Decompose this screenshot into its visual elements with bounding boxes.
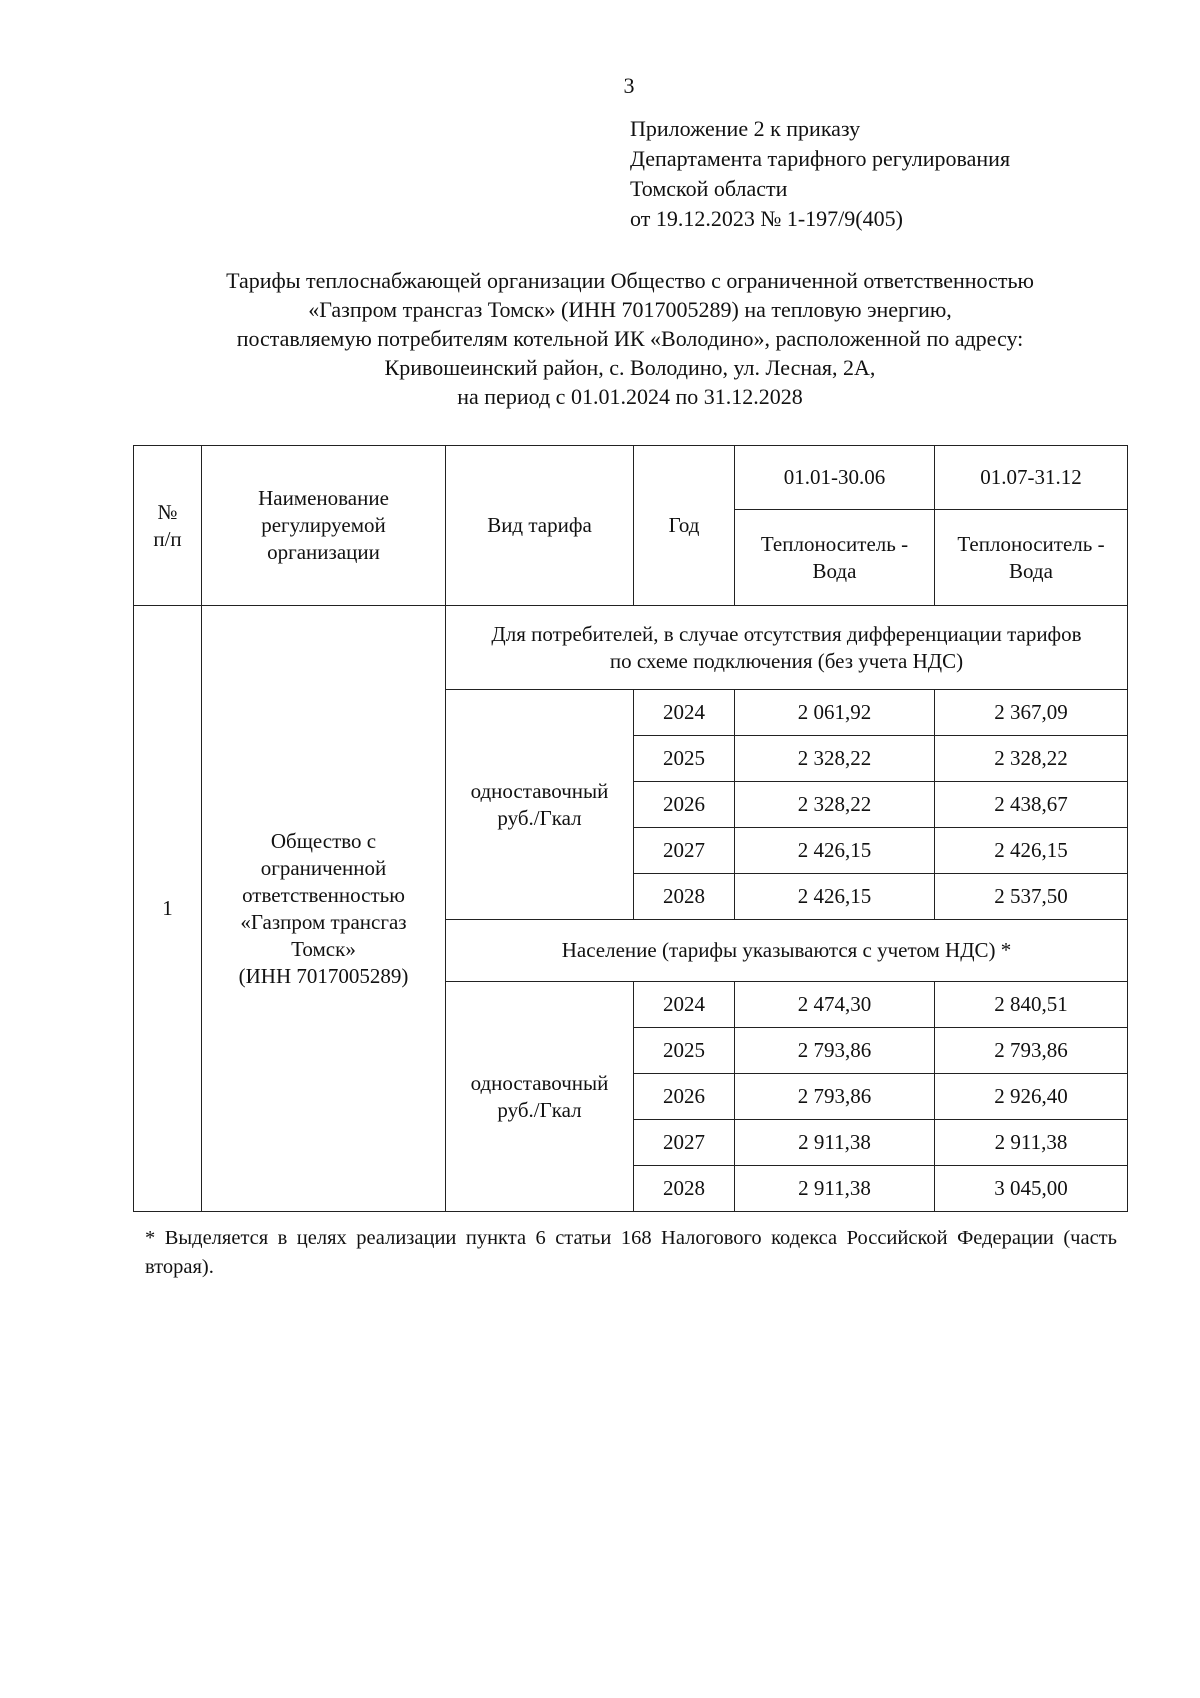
header-number-line1: № [157, 499, 178, 524]
appendix-reference [630, 114, 1150, 234]
tariff-value-first-half: 2 911,38 [735, 1166, 935, 1212]
row-number: 1 [134, 606, 202, 1212]
tariff-value-first-half: 2 793,86 [735, 1028, 935, 1074]
tariff-value-first-half: 2 426,15 [735, 828, 935, 874]
tariff-value-second-half: 2 367,09 [935, 690, 1128, 736]
tariff-value-second-half: 2 537,50 [935, 874, 1128, 920]
tariff-value-second-half: 3 045,00 [935, 1166, 1128, 1212]
section-heading-row [134, 606, 1128, 690]
appendix-line: Томской области [630, 176, 788, 201]
header-medium-second-half: Теплоноситель - Вода [935, 510, 1128, 606]
header-medium-first-half: Теплоноситель - Вода [735, 510, 935, 606]
tariff-value-second-half: 2 911,38 [935, 1120, 1128, 1166]
title-line: на период с 01.01.2024 по 31.12.2028 [457, 384, 803, 409]
title-line: поставляемую потребителям котельной ИК «Володино», расположенной по адресу: [236, 326, 1024, 351]
footnote: * Выделяется в целях реализации пункта 6 статьи 168 Налогового кодекса Российской Федерации (часть вторая). [145, 1227, 1117, 1278]
title-line: Тарифы теплоснабжающей организации Общество с ограниченной ответственностью [226, 268, 1034, 293]
title-line: «Газпром трансгаз Томск» (ИНН 7017005289) на тепловую энергию, [308, 297, 952, 322]
header-tariff-type: Вид тарифа [446, 446, 634, 606]
appendix-line: от 19.12.2023 № 1-197/9(405) [630, 206, 903, 231]
year-cell: 2027 [634, 1120, 735, 1166]
organization-line: (ИНН 7017005289) [238, 963, 409, 988]
section-heading: Для потребителей, в случае отсутствия дифференциации тарифов по схеме подключения (без учета НДС) [446, 606, 1128, 690]
year-cell: 2024 [634, 982, 735, 1028]
tariff-value-first-half: 2 426,15 [735, 874, 935, 920]
header-period-second-half: 01.07-31.12 [935, 446, 1128, 510]
tariff-type-cell: одноставочный руб./Гкал [446, 982, 634, 1212]
header-organization: Наименование регулируемой организации [202, 446, 446, 606]
organization-line: Общество с ограниченной ответственностью [242, 828, 405, 907]
title-line: Кривошеинский район, с. Володино, ул. Лесная, 2А, [384, 355, 876, 380]
page-number: 3 [623, 73, 635, 98]
header-number-line2: п/п [153, 526, 182, 551]
tariff-value-first-half: 2 328,22 [735, 736, 935, 782]
tariff-value-first-half: 2 793,86 [735, 1074, 935, 1120]
year-cell: 2027 [634, 828, 735, 874]
header-number [134, 446, 202, 606]
section-heading: Население (тарифы указываются с учетом НДС) * [446, 920, 1128, 982]
year-cell: 2025 [634, 1028, 735, 1074]
tariff-value-first-half: 2 474,30 [735, 982, 935, 1028]
tariff-type-cell: одноставочный руб./Гкал [446, 690, 634, 920]
appendix-line: Приложение 2 к приказу [630, 116, 861, 141]
header-period-first-half: 01.01-30.06 [735, 446, 935, 510]
year-cell: 2026 [634, 1074, 735, 1120]
year-cell: 2028 [634, 1166, 735, 1212]
tariff-value-second-half: 2 328,22 [935, 736, 1128, 782]
tariff-value-second-half: 2 438,67 [935, 782, 1128, 828]
organization-line: «Газпром трансгаз Томск» [240, 909, 407, 961]
appendix-line: Департамента тарифного регулирования [630, 146, 1011, 171]
tariff-value-second-half: 2 840,51 [935, 982, 1128, 1028]
year-cell: 2026 [634, 782, 735, 828]
tariff-value-second-half: 2 426,15 [935, 828, 1128, 874]
organization-name [202, 606, 446, 1212]
document-title [100, 266, 1160, 411]
header-row [134, 446, 1128, 510]
year-cell: 2028 [634, 874, 735, 920]
tariff-value-second-half: 2 793,86 [935, 1028, 1128, 1074]
tariff-value-first-half: 2 061,92 [735, 690, 935, 736]
tariff-value-first-half: 2 911,38 [735, 1120, 935, 1166]
year-cell: 2025 [634, 736, 735, 782]
tariff-table [133, 445, 1128, 1212]
tariff-value-first-half: 2 328,22 [735, 782, 935, 828]
year-cell: 2024 [634, 690, 735, 736]
header-year: Год [634, 446, 735, 606]
tariff-value-second-half: 2 926,40 [935, 1074, 1128, 1120]
